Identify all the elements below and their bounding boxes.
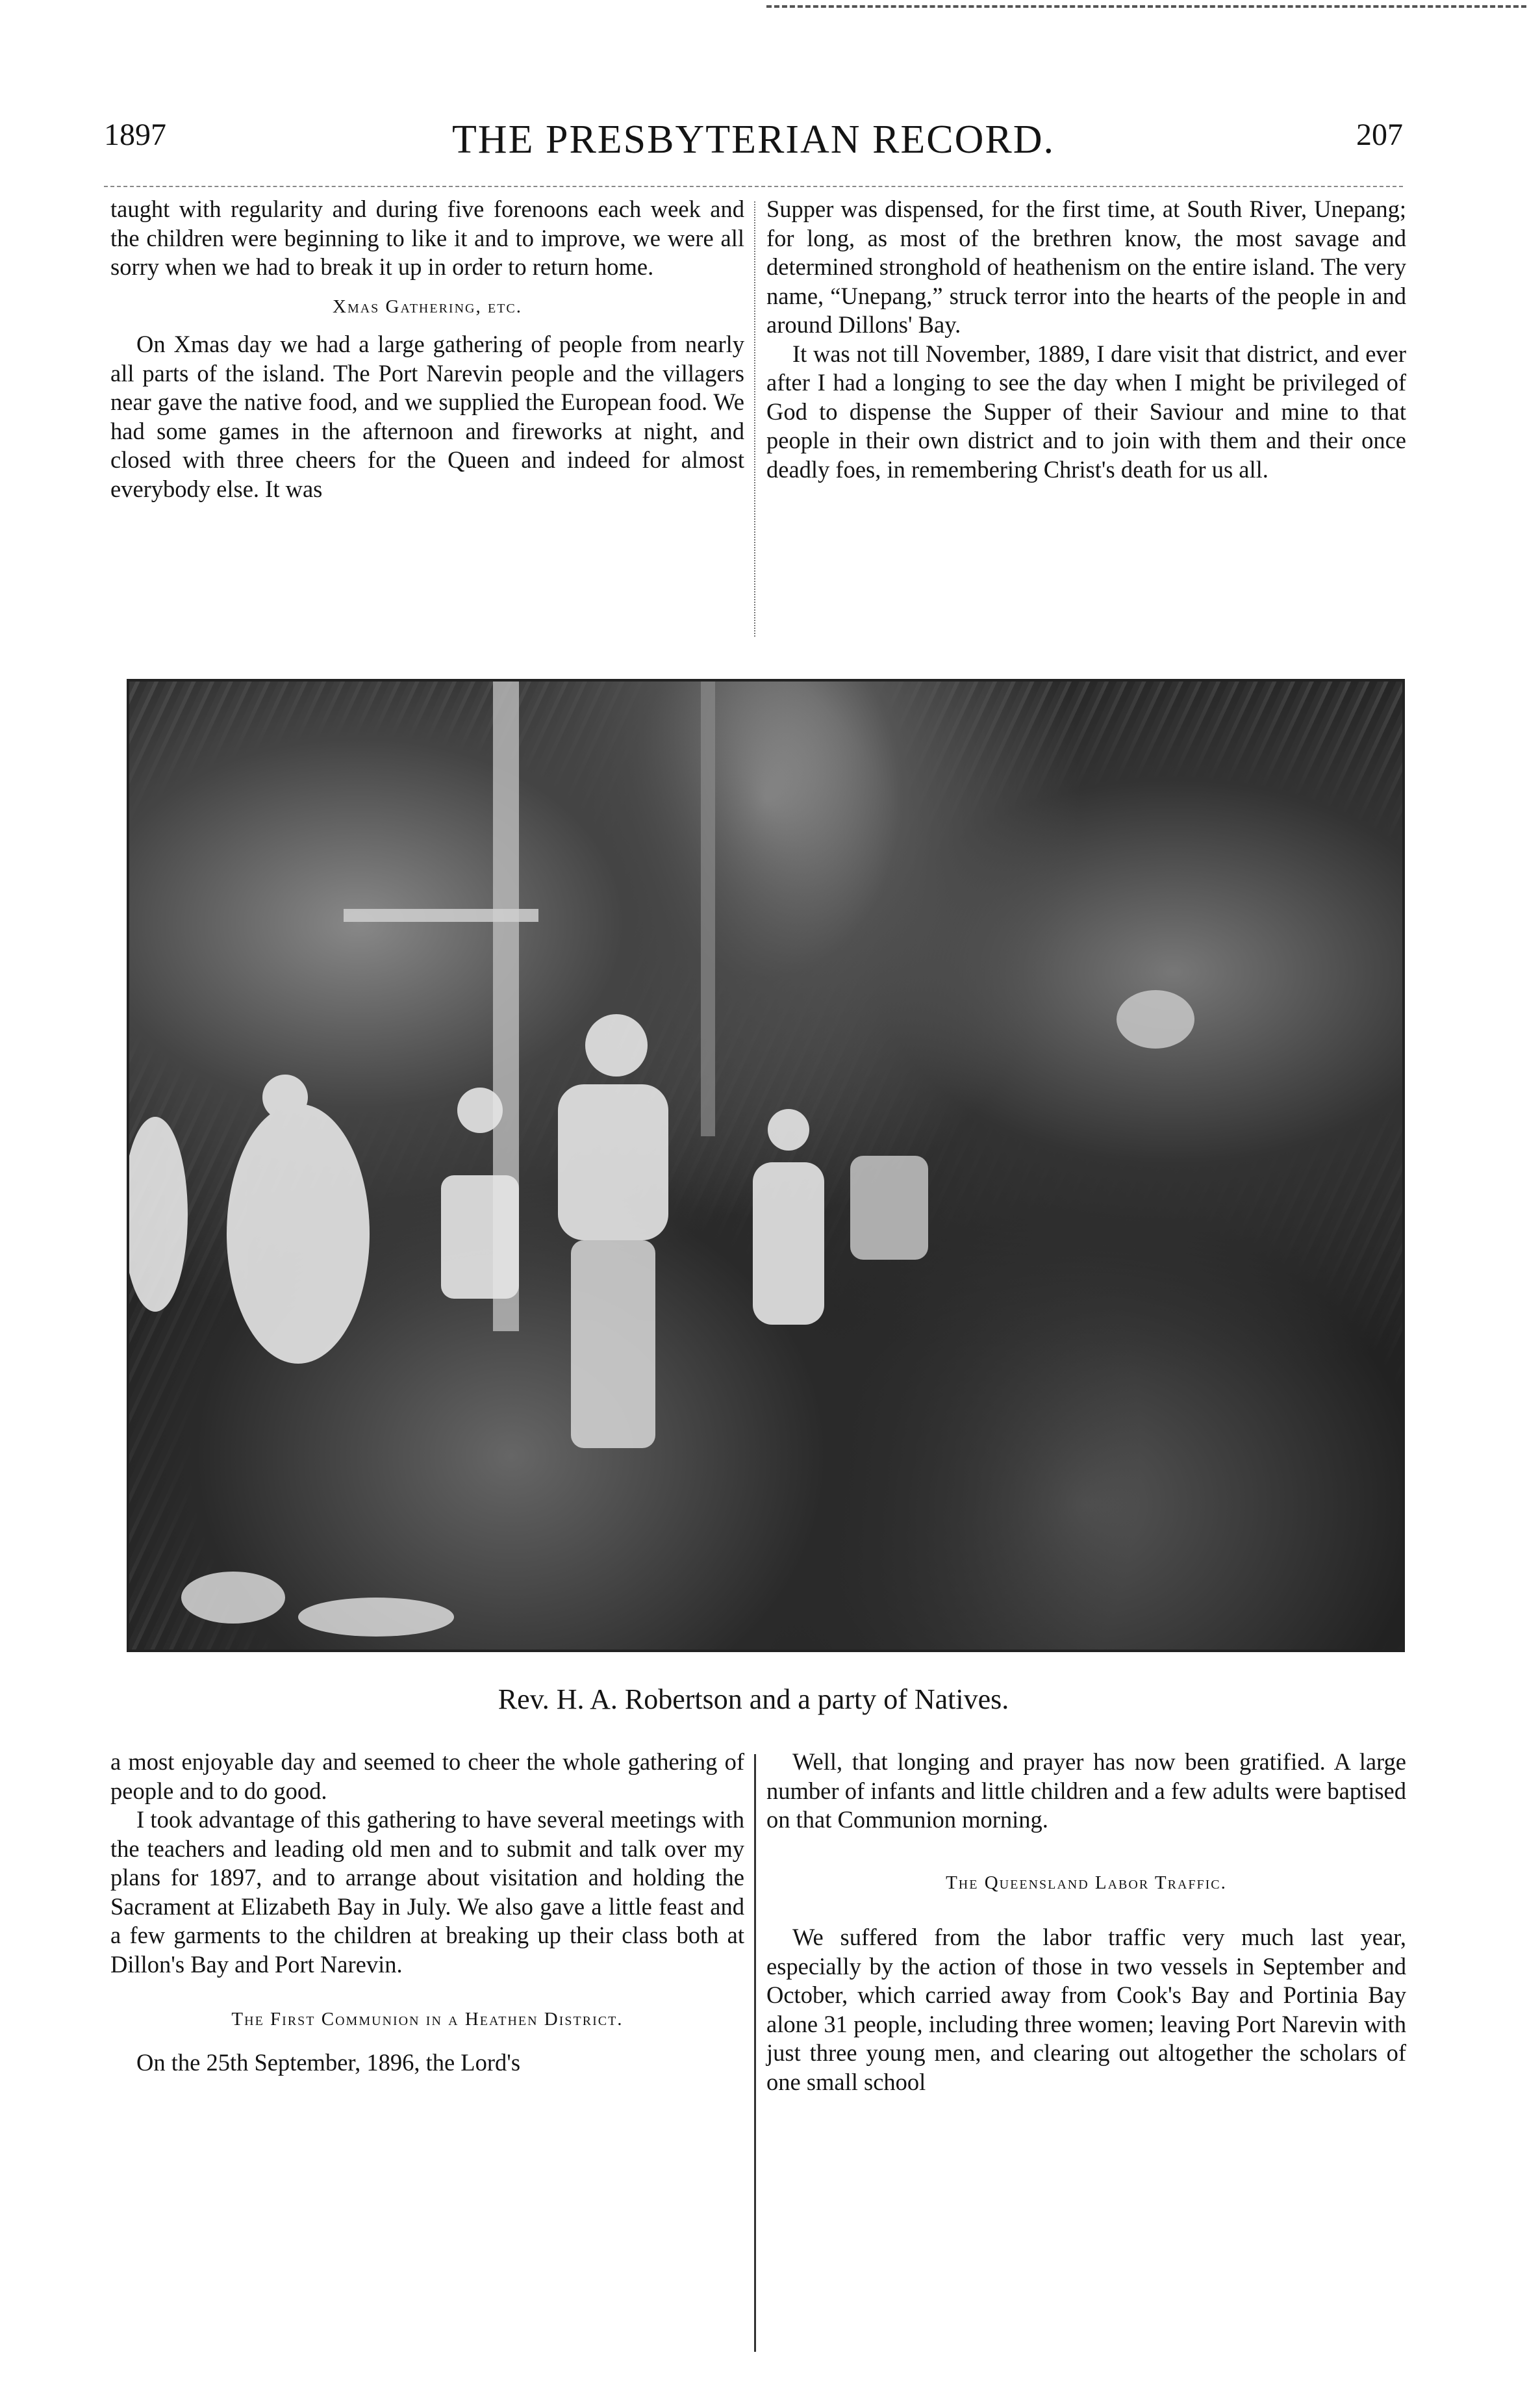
top-right-column [766,195,1406,484]
section-heading-first-communion: The First Communion in a Heathen District. [231,2009,624,2030]
bottom-left-column [110,1748,744,2077]
header-title: THE PRESBYTERIAN RECORD. [451,118,1055,162]
paragraph: I took advantage of this gathering to have several meetings with the teachers and leading old men and to submit and talk over my plans for 1897, and to arrange about visitation and holding the Sacrament at Elizabeth Bay in July. We also gave a little feast and a few garments to the children at breaking up their class both at Dillon's Bay and Port Narevin. [110,1806,744,1978]
photograph-robertson-and-natives [127,679,1405,1652]
page-header [104,117,1403,169]
column-divider [754,201,755,637]
paragraph: On the 25th September, 1896, the Lord's [136,2048,521,2076]
top-left-column [110,195,744,503]
paragraph: Well, that longing and prayer has now been gratified. A large number of infants and little children and a few adults were baptised on that Communion morning. [766,1748,1406,1833]
bottom-right-column [766,1748,1406,2096]
section-heading-labor-traffic: The Queensland Labor Traffic. [946,1872,1227,1893]
column-divider [754,1754,756,2352]
photograph-figures [129,682,1402,1650]
paragraph: We suffered from the labor traffic very much last year, especially by the action of those in two vessels in September and October, which carried away from Cook's Bay and Portinia Bay alone 31 people, including three women; leaving Port Narevin with just three young men, and clearing out altogether the scholars of one small school [766,1924,1406,2095]
paragraph: a most enjoyable day and seemed to cheer the whole gathering of people and to do good. [110,1748,744,1804]
header-year: 1897 [104,118,166,152]
top-edge-dashes [766,5,1526,10]
header-page-number: 207 [1356,118,1403,152]
paragraph: On Xmas day we had a large gathering of people from nearly all parts of the island. The Port Narevin people and the villagers near gave the native food, and we supplied the European food. We had some games in the afternoon and fireworks at night, and closed with three cheers for the Queen and indeed for almost everybody else. It was [110,331,744,502]
paragraph: Supper was dispensed, for the first time, at South River, Unepang; for long, as most of the brethren know, the most savage and determined stronghold of heathenism on the entire island. The very name, “Unepang,” struck terror into the hearts of the people in and around Dillons' Bay. [766,196,1406,338]
paragraph: It was not till November, 1889, I dare visit that district, and ever after I had a longing to see the day when I might be privileged of God to dispense the Supper of their Saviour and mine to that people in their own district and to join with them and their once deadly foes, in remembering Christ's death for us all. [766,340,1406,483]
photo-caption: Rev. H. A. Robertson and a party of Natives. [498,1683,1009,1715]
section-heading-xmas: Xmas Gathering, etc. [333,296,522,317]
paragraph: taught with regularity and during five forenoons each week and the children were beginning to like it and to improve, we were all sorry when we had to break it up in order to return home. [110,196,744,280]
header-rule [104,186,1403,187]
